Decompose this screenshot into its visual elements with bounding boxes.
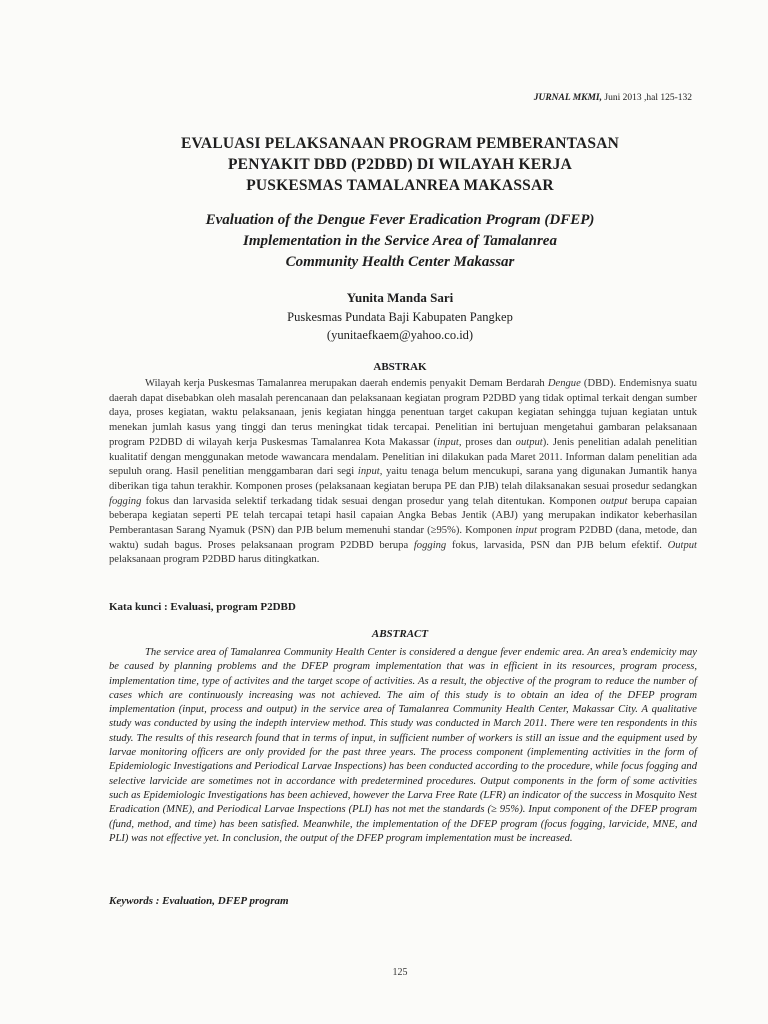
abstract-text: The service area of Tamalanrea Community Health Center is considered a dengue fever endemic area. An area’s endemicity may be caused by planning problems and the DFEP program implementation that was in efficient in its resources, program process, implementation time, type of activites and the target scope of activities. As a result, the objective of the program to reduce the number of cases which are continuously increasing was not achieved. The aim of this study is to obtain an idea of the DFEP program implementation (input, process and output) in the service area of Tamalanrea Community Health Center, Makassar City. A qualitative study was conducted by using the indepth interview method. This study was conducted in March 2011. There were ten respondents in this study. The results of this research found that in terms of input, in sufficient number of workers is still an issue and the equipment used by larvae monitoring officers are only provided for the past three years. The process component (implementing activities in the form of Epidemiologic Investigations and Periodical Larvae Inspections) has been conducted according to the procedure, while focus fogging and selective larvicide are sometimes not in accordance with predetermined procedures. Output components in the form of some activities such as Epidemiologic Investigations has been achieved, however the Larva Free Rate (LFR) an indicator of the success in Mosquito Nest Eradication (MNE), and Periodical Larvae Inspections (PLI) has not met the standards (≥ 95%). Input component of the DFEP program (fund, method, and time) has been satisfied. Meanwhile, the implementation of the DFEP program (focus fogging, larvicide, MNE, and PLI) was not effective yet. In conclusion, the output of the DFEP program implementation must be increased.: [109, 647, 697, 844]
abstrak-heading: ABSTRAK: [373, 361, 427, 373]
abstract-body: [109, 646, 697, 846]
abstrak-text: proses dan: [461, 436, 516, 448]
author-affiliation-block: [0, 308, 768, 344]
abstrak-italic: input: [515, 525, 538, 537]
abstrak-body: [109, 377, 697, 568]
abstrak-text: fokus, larvasida, PSN dan PJB belum efektif.: [446, 539, 668, 551]
abstrak-text: pelaksanaan program P2DBD harus ditingkatkan.: [109, 554, 320, 566]
journal-name: JURNAL MKMI,: [533, 93, 603, 103]
title-english-line: Evaluation of the Dengue Fever Eradication Program (DFEP): [205, 212, 595, 228]
title-english: [90, 210, 710, 273]
abstrak-text: ). Jenis penelitian adalah penelitian kualitatif dengan menggunakan metode wawancara mendalam. Penelitian ini dilakukan pada Maret 2011. Informan dalam penelitian ada sepuluh orang. Hasil penelitian menggambaran dari segi: [109, 436, 698, 478]
title-indonesian-line: EVALUASI PELAKSANAAN PROGRAM PEMBERANTASAN: [181, 135, 619, 152]
abstrak-text: yaitu tenaga belum mencukupi, sarana yang digunakan Jumantik hanya diberikan tiga tahun terakhir. Komponen proses (pelaksanaan kegiatan berupa PE dan PJB) telah dilaksanakan sesuai prosedur sedangkan: [109, 466, 698, 492]
abstrak-italic: output: [515, 436, 543, 448]
abstrak-italic: fogging: [109, 495, 142, 507]
abstrak-text: Wilayah kerja Puskesmas Tamalanrea merupakan daerah endemis penyakit Demam Berdarah: [145, 378, 548, 389]
author-email: (yunitaefkaem@yahoo.co.id): [326, 328, 474, 342]
running-head: [534, 93, 692, 103]
abstrak-text: fokus dan larvasida selektif terkadang tidak sesuai dengan prosedur yang telah ditentukan. Komponen: [141, 495, 601, 507]
abstrak-italic: Dengue: [547, 378, 581, 389]
abstract-heading: ABSTRACT: [371, 628, 429, 640]
kata-kunci: Kata kunci : Evaluasi, program P2DBD: [109, 601, 296, 613]
author-affiliation: Puskesmas Pundata Baji Kabupaten Pangkep: [287, 310, 513, 324]
abstrak-text: program P2DBD (dana, metode, dan waktu) sudah bagus. Proses pelaksanaan program P2DBD berupa: [109, 525, 697, 551]
title-indonesian-line: PENYAKIT DBD (P2DBD) DI WILAYAH KERJA: [227, 156, 573, 173]
title-english-line: Implementation in the Service Area of Tamalanrea: [243, 233, 557, 249]
abstrak-italic: input,: [437, 436, 462, 448]
abstrak-italic: fogging: [413, 539, 447, 551]
keywords-english: Keywords : Evaluation, DFEP program: [109, 895, 289, 907]
title-indonesian-line: PUSKESMAS TAMALANREA MAKASSAR: [246, 177, 554, 194]
author-name: Yunita Manda Sari: [346, 290, 454, 305]
abstrak-text: berupa capaian beberapa kegiatan seperti PE telah tercapai tetapi hasil capaian Angka Bebas Jentik (ABJ) yang merupakan indikator keberhasilan Pemberantasan Sarang Nyamuk (PSN) dan PJB belum memenuhi standar (≥95%). Komponen: [109, 495, 697, 537]
page-number: 125: [392, 967, 408, 978]
abstrak-italic: input,: [357, 466, 383, 478]
abstrak-italic: Output: [667, 539, 697, 551]
abstrak-text: (DBD). Endemisnya suatu daerah dapat disebabkan oleh masalah perencanaan dan pelaksanaan kegiatan program P2DBD yang tidak optimal terkait dengan sumber daya, proses kegiatan, waktu pelaksanaan, jenis kegiatan hingga penentuan target cakupan kegiatan sehingga tujuan kegiatan untuk menekan jumlah kasus yang tinggi dan terus meningkat tidak tercapai. Penelitian ini bertujuan mengetahui gambaran pelaksanaan program P2DBD di wilayah kerja Puskesmas Tamalanrea Kota Makassar (: [109, 378, 697, 448]
abstrak-italic: output: [600, 495, 628, 507]
title-indonesian: [90, 133, 710, 196]
journal-issue: Juni 2013 ,hal 125-132: [602, 93, 692, 103]
title-english-line: Community Health Center Makassar: [285, 254, 515, 270]
